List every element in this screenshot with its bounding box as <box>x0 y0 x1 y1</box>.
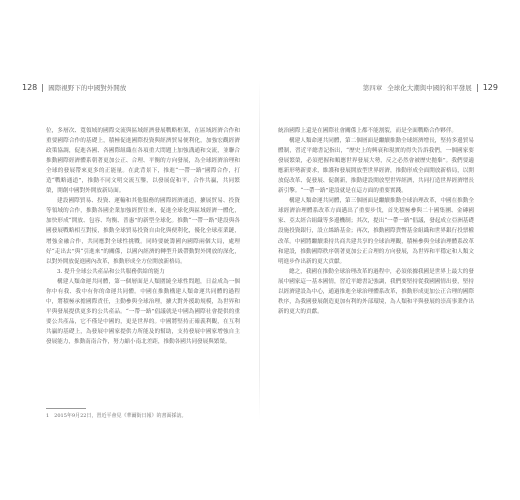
right-page-header <box>363 83 498 92</box>
left-page <box>0 78 260 498</box>
page-number: 128 <box>22 83 38 92</box>
paragraph: 構建人類命運共同體，第一個層面是人類圍繞全球性問題，日益成為一個你中有我、我中有你的命運共同體。中國在推動構建人類命運共同體的過程中，將積極承擔國際責任，主動參與全球治理，擴大對外援助規模，為世界和平與發展提供更多的公共產品。“一帶一路”倡議就是中國為國際社會提供的重要公共產品，它不僅是中國的，更是世界的。中國將堅持正確義利觀，在互利共贏的基礎上，為發展中國家提供力所能及的幫助，支持發展中國家增強自主發展能力，推動南南合作，努力縮小南北差距，推動各國共同發展與繁榮。 <box>46 278 240 345</box>
body-text <box>46 126 240 347</box>
running-header: 全球化大潮與中國的和平發展 <box>387 84 472 92</box>
paragraph: 建設國際貿易、投資、運輸和其他服務的國際經濟通道，擴展貿易、投資等領域的合作，推動各國企業加強經貿往來，促進全球化與區域經濟一體化，加快形成“開放、包容、均衡、普惠”的新型全球化。推動“一帶一路”建設與各國發展戰略相互對接，推動全球貿易投資自由化與便利化，優化全球產業鏈，增強金融合作，共同應對全球性挑戰。同時要統籌國內國際兩個大局，處理好“走出去”與“引進來”的關係，以國內經濟的轉型升級帶動對外開放的深化，以對外開放促進國內改革，推動形成全方位開放新格局。 <box>46 198 240 265</box>
paragraph: 總之，我國在推動全球治理改革的過程中，必須依據我國是世界上最大的發展中國家這一基本國情，習近平總書記強調，我們要堅持從我國國情出發，堅持以經濟建設為中心，通過推進全球治理體系改革，推動形成更加公正合理的國際秩序，為我國發展創造更加有利的外部環境，為人類和平與發展的崇高事業作出新的更大的貢獻。 <box>278 268 474 315</box>
left-page-header <box>22 83 126 92</box>
footnote: 1 2015年9月22日，習近平會見《華爾街日報》的書面採訪。 <box>46 413 187 419</box>
page-number: 129 <box>482 83 498 92</box>
right-page <box>260 78 520 498</box>
footnote-rule <box>46 408 86 409</box>
paragraph: 位，多層次、寬領域的國際交流與區域經濟發展戰略框架，在區域經濟合作和重要國際合作的基礎上，積極促進國際投資與經濟貿易便利化，加強宏觀經濟政策協調，促進各國、各國際組織在各項重大問題上加強溝通和交流，並聯合推動國際經濟體系朝著更加公正、合理、平衡的方向發展，為全球經濟治理和全球的發展帶來更多的正能量。在此背景下，推進“一帶一路”國際合作，打造“戰略通道”，推動不同文明交流互鑒，以發展促和平，合作共贏，共同繁榮，開創中國對外開放新局面。 <box>46 128 240 195</box>
paragraph: 構建人類命運共同體，第二個層面是繼續推動全球經濟增長，堅持多邊貿易體制，習近平總書記指出，“歷史上的興衰和現實的得失告訴我們，一個國家要發展繁榮，必須把握和順應世界發展大勢，反之必然會被歷史拋棄”。我們要適應新形勢新要求，維護和發展開放型世界經濟，推動形成全面開放新格局，以開放促改革、促發展、促創新，推動建設開放型世界經濟，共同打造世界經濟增長新引擎。“一帶一路”建設就是在這方面的重要實踐。 <box>278 138 474 195</box>
chapter-label: 第四章 <box>362 84 383 92</box>
body-text <box>278 126 474 317</box>
header-separator <box>477 84 478 92</box>
section-heading: 3. 提升全球公共產品和公共服務供給的能力 <box>57 268 165 275</box>
paragraph: 統治國際上還是在國際社會關係上都不能割裂，而是全面戰略合作夥伴。 <box>278 128 458 134</box>
running-header: 國際視野下的中國對外開放 <box>48 84 127 92</box>
header-separator <box>42 84 43 92</box>
paragraph: 構建人類命運共同體，第三個層面是繼續推動全球治理改革，中國在推動全球經濟治理體系改革方面邁出了重要步伐，首先積極參與二十國集團、金磚國家、亞太經合組織等多邊機制；其次，提出“一帶一路”倡議，發起成立亞洲基礎設施投資銀行，設立絲路基金；再次，推動國際貨幣基金組織和世界銀行投票權改革。中國將繼續秉持共商共建共享的全球治理觀，積極參與全球治理體系改革和建設，推動國際秩序朝著更加公正合理的方向發展，為世界和平穩定和人類文明進步作出新的更大貢獻。 <box>278 198 474 265</box>
